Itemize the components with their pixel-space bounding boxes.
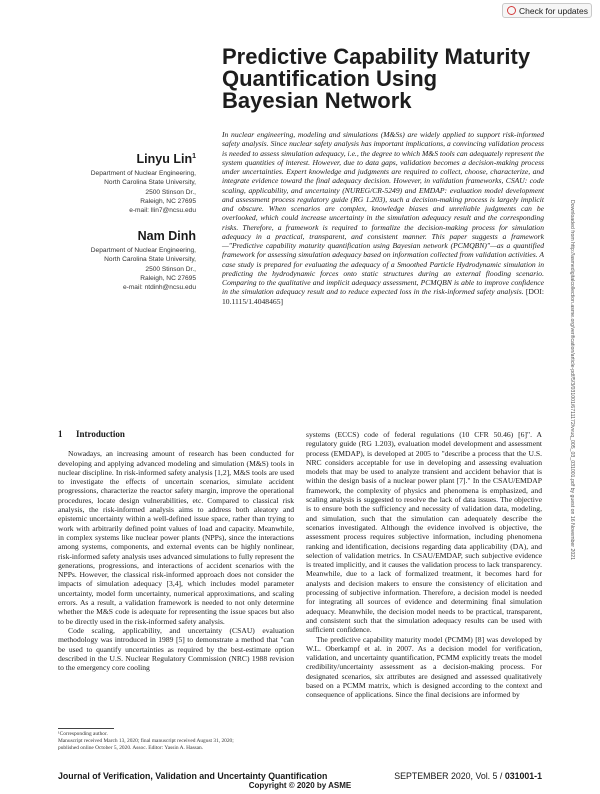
author-email[interactable]: e-mail: ntdinh@ncsu.edu: [122, 283, 196, 291]
doi-link[interactable]: [DOI: 10.1115/1.4048465]: [222, 287, 544, 306]
article-title: [222, 46, 552, 112]
affiliation-line: 2500 Stinson Dr.,: [145, 265, 196, 273]
download-notice: [567, 200, 577, 620]
section-number: 1: [58, 429, 63, 439]
title-line: Predictive Capability Maturity: [222, 44, 531, 69]
download-notice-text: Downloaded from http://asmedigitalcollection.asme.org/verification/article-pdf/5/3/031001/6711172/vvuq_005_03_031001.pdf by guest on 16 November 2021: [569, 200, 575, 560]
copyright: Copyright © 2020 by ASME: [248, 781, 352, 790]
body-paragraph: Code scaling, applicability, and uncertainty (CSAU) evaluation methodology was introduced in 1989 [5] to demonstrate a method that "can be used to quantify uncertainties as required by the best-estimate option described in the U.S. Nuclear Regulatory Commission (NRC) 1988 revision to the emergency core cooling: [58, 625, 294, 673]
body-paragraph: systems (ECCS) code of federal regulations (10 CFR 50.46) [6]". A regulatory guide (RG 1.203), evaluation model development and assessment process (EMDAP), is developed at 2005 to "describe a process that the U.S. NRC considers acceptable for use in developing and assessing evaluation models that may be used to analyze transient and accident behavior that is within the design basis of a nuclear power plant [7]." In the CSAU/EMDAP framework, the complexity of physics and phenomena is emphasized, and scaling analysis is suggested to resolve the lack of data issues. The objective is to ensure both the sufficiency and necessity of validation data, modeling, and simulation, such that the simulation can adequately describe the scenarios investigated. Although the evidence involved is objective, the assessment process requires subjective information, including phenomena ranking and identification, decisions regarding data applicability (DA), and selection of validation metrics. In CSAU/EMDAP, such subjective evidence is treated implicitly, and it causes the validation process to lack transparency. Meanwhile, due to a lack of formalized treatment, it becomes hard for analysts and decision makers to ensure the consistency of elicitation and processing of subjective information. Therefore, a decision model is needed for integrating all sources of evidence and determining final simulation adequacy. Meanwhile, the decision model needs to be practical, transparent, and consistent such that the simulation adequacy results can be used with sufficient confidence.: [306, 430, 542, 635]
affiliation-line: 2500 Stinson Dr.,: [145, 188, 196, 196]
affiliation-line: Department of Nuclear Engineering,: [90, 247, 196, 255]
footnote-line: Manuscript received March 13, 2020; final manuscript received August 31, 2020;: [58, 738, 234, 744]
author-name: Nam Dinh: [137, 229, 196, 244]
author-email[interactable]: e-mail: llin7@ncsu.edu: [129, 206, 196, 214]
author-list: [78, 150, 196, 306]
journal-name: Journal of Verification, Validation and Uncertainty Quantification: [58, 771, 328, 781]
footnote-line: published online October 5, 2020. Assoc. Editor: Yassin A. Hassan.: [58, 745, 204, 751]
check-for-updates-label: Check for updates: [519, 6, 588, 16]
left-column: [58, 430, 294, 672]
footnote-divider: [58, 728, 114, 729]
footnotes: [58, 731, 294, 752]
corresponding-mark: 1: [192, 153, 196, 160]
author-name: Linyu Lin$^1$: [136, 152, 196, 167]
article-number: 031001-1: [504, 771, 542, 781]
refresh-icon: [507, 6, 516, 15]
issue-info: [394, 771, 542, 781]
section-title: Introduction: [76, 429, 125, 439]
affiliation-line: Department of Nuclear Engineering,: [90, 170, 196, 178]
right-column: [306, 430, 542, 700]
footer-separator: /: [499, 771, 503, 781]
body-paragraph: The predictive capability maturity model (PCMM) [8] was developed by W.L. Oberkampf et al. in 2007. As a decision model for verification, validation, and uncertainty quantification, PCMM explicitly treats the model credibility/uncertainty assessment as a decision-making process. For designated scenarios, six attributes are designed and assessed qualitatively based on a PCMM matrix, which is designed according to the context and consequence of applications. Since the final decisions are informed by: [306, 634, 542, 700]
affiliation-line: Raleigh, NC 27695: [140, 197, 196, 205]
affiliation-line: Raleigh, NC 27695: [140, 274, 196, 282]
title-line: Bayesian Network: [222, 88, 412, 113]
affiliation-line: North Carolina State University,: [104, 256, 196, 264]
footnote-line: ¹Corresponding author.: [58, 731, 108, 737]
section-heading: [58, 430, 294, 439]
abstract: [222, 130, 544, 306]
author-block: [78, 229, 196, 292]
author-block: [78, 150, 196, 215]
abstract-text: In nuclear engineering, modeling and simulations (M&Ss) are widely applied to support risk-informed safety analysis. Since nuclear safety analysis has important implications, a convincing validation process is needed to assess simulation adequacy, i.e., the degree to which M&S tools can adequately represent the system quantities of interest. However, due to data gaps, validation becomes a decision-making process under uncertainties. Expert knowledge and judgments are required to collect, choose, characterize, and integrate evidence toward the final adequacy decision. However, in validation frameworks, CSAU: code scaling, applicability, and uncertainty (NUREG/CR-5249) and EMDAP: evaluation model development and assessment process regulatory guide (RG 1.203), such a decision-making process is largely implicit and obscure. When scenarios are complex, knowledge biases and unreliable judgments can be overlooked, which could increase uncertainty in the simulation adequacy result and the corresponding risks. Therefore, a framework is required to formalize the decision-making process for simulation adequacy in a practical, transparent, and consistent manner. This paper suggests a framework—"Predictive capability maturity quantification using Bayesian network (PCMQBN)"—as a quantified framework for assessing simulation adequacy based on information collected from validation activities. A case study is prepared for evaluating the adequacy of a Smoothed Particle Hydrodynamic simulation in predicting the hydrodynamic forces onto static structures during an external flooding scenario. Comparing to the qualitative and implicit adequacy assessment, PCMQBN is able to improve confidence in the simulation adequacy result and to reduce expected loss in the risk-informed safety analysis.: [222, 130, 544, 297]
body-paragraph: Nowadays, an increasing amount of research has been conducted for developing and applying advanced modeling and simulation (M&S) tools in nuclear discipline. In risk-informed safety analysis [1,2], M&S tools are used to investigate the effects of uncertain scenarios, simulate accident progressions, characterize the reactor safety margin, improve the operational procedures, locate design vulnerabilities, etc. Compared to classical risk analysis, the risk-informed analysis aims to address both aleatory and epistemic uncertainty within a well-defined issue space, rather than trying to work with arbitrarily defined point values of load and capacity. Meanwhile, in complex systems like nuclear power plants (NPPs), since the interactions among systems, components, and external events can be highly nonlinear, risk-informed safety analysis uses advanced simulations to fully represent the generations, progressions, and interactions of accident scenarios with the NPPs. However, the classical risk-informed approach does not consider the impacts of simulation adequacy [3,4], which includes model parameter uncertainty, model form uncertainty, numerical approximations, and scaling errors. As a result, a validation framework is needed to not only determine whether the M&S code is adequate for representing the issue spaces but also to be directly used in the risk-informed safety analysis.: [58, 449, 294, 626]
title-line: Quantification Using: [222, 66, 438, 91]
affiliation-line: North Carolina State University,: [104, 179, 196, 187]
issue-date: SEPTEMBER 2020, Vol. 5: [394, 771, 498, 781]
check-for-updates-button[interactable]: [502, 3, 592, 18]
